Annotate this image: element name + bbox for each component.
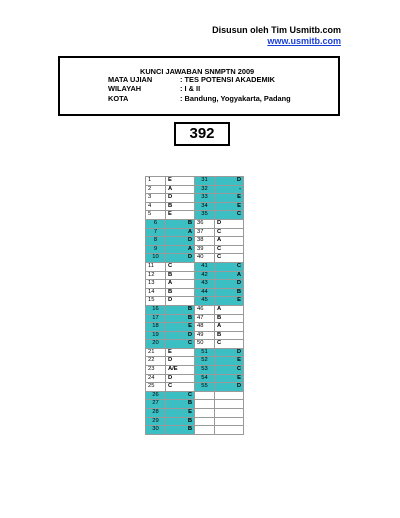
answer-cell: C [166, 340, 195, 349]
answer-cell: D [166, 194, 195, 203]
table-row [146, 237, 244, 246]
answer-cell: D [166, 357, 195, 366]
table-row [146, 340, 244, 349]
table-row [146, 219, 244, 228]
question-number: 12 [146, 271, 166, 280]
table-row [146, 254, 244, 263]
answer-cell [215, 409, 244, 418]
answer-cell: B [215, 314, 244, 323]
answer-cell: E [215, 202, 244, 211]
question-number: 20 [146, 340, 166, 349]
table-row [146, 297, 244, 306]
question-number: 4 [146, 202, 166, 211]
answer-cell: B [166, 271, 195, 280]
answer-cell: E [215, 374, 244, 383]
answer-cell: C [215, 254, 244, 263]
table-row [146, 202, 244, 211]
test-code-box: 392 [174, 122, 230, 146]
question-number: 7 [146, 228, 166, 237]
question-number: 49 [195, 331, 215, 340]
question-number [195, 400, 215, 409]
question-number: 55 [195, 383, 215, 392]
answer-cell: D [166, 237, 195, 246]
meta-row-subject [108, 75, 291, 84]
question-number: 16 [146, 305, 166, 314]
question-number: 46 [195, 305, 215, 314]
question-number: 44 [195, 288, 215, 297]
question-number: 41 [195, 262, 215, 271]
answer-cell: A [215, 237, 244, 246]
answer-cell: A [215, 271, 244, 280]
table-row [146, 383, 244, 392]
table-row [146, 400, 244, 409]
answer-cell: E [166, 177, 195, 186]
answer-cell: B [166, 288, 195, 297]
table-row [146, 194, 244, 203]
info-meta [108, 75, 291, 103]
answer-cell [215, 417, 244, 426]
answer-cell: A [166, 228, 195, 237]
question-number: 23 [146, 366, 166, 375]
question-number: 24 [146, 374, 166, 383]
question-number: 33 [195, 194, 215, 203]
question-number: 15 [146, 297, 166, 306]
meta-value: : TES POTENSI AKADEMIK [180, 75, 275, 84]
question-number: 43 [195, 280, 215, 289]
answer-cell: D [166, 254, 195, 263]
table-row [146, 271, 244, 280]
question-number: 1 [146, 177, 166, 186]
answer-cell: C [215, 245, 244, 254]
question-number: 35 [195, 211, 215, 220]
table-row [146, 280, 244, 289]
question-number: 52 [195, 357, 215, 366]
table-row [146, 391, 244, 400]
question-number: 13 [146, 280, 166, 289]
question-number: 39 [195, 245, 215, 254]
answer-cell: E [215, 297, 244, 306]
question-number: 51 [195, 348, 215, 357]
question-number: 22 [146, 357, 166, 366]
question-number: 19 [146, 331, 166, 340]
table-row [146, 314, 244, 323]
table-row [146, 185, 244, 194]
answer-cell: E [166, 348, 195, 357]
answer-cell: B [166, 426, 195, 435]
answer-cell: D [215, 177, 244, 186]
credit-text: Disusun oleh Tim Usmitb.com [212, 25, 341, 35]
question-number: 18 [146, 323, 166, 332]
question-number: 29 [146, 417, 166, 426]
question-number: 21 [146, 348, 166, 357]
answer-cell: D [215, 280, 244, 289]
table-row [146, 245, 244, 254]
question-number [195, 391, 215, 400]
table-row [146, 426, 244, 435]
answer-cell: A [166, 280, 195, 289]
answer-cell [215, 426, 244, 435]
question-number: 37 [195, 228, 215, 237]
question-number [195, 409, 215, 418]
question-number: 31 [195, 177, 215, 186]
answer-cell: A [215, 305, 244, 314]
question-number: 25 [146, 383, 166, 392]
question-number: 53 [195, 366, 215, 375]
question-number [195, 426, 215, 435]
question-number: 14 [146, 288, 166, 297]
question-number: 26 [146, 391, 166, 400]
answer-cell: D [215, 219, 244, 228]
table-row [146, 374, 244, 383]
table-row [146, 366, 244, 375]
meta-key: WILAYAH [108, 84, 142, 94]
question-number: 42 [195, 271, 215, 280]
answer-cell: D [166, 297, 195, 306]
table-row [146, 177, 244, 186]
answer-cell: E [166, 211, 195, 220]
question-number: 50 [195, 340, 215, 349]
answer-key-table [145, 176, 244, 435]
table-row [146, 417, 244, 426]
answer-cell: D [166, 374, 195, 383]
answer-cell: D [215, 383, 244, 392]
question-number: 34 [195, 202, 215, 211]
answer-cell: E [215, 357, 244, 366]
question-number: 6 [146, 219, 166, 228]
answer-cell [215, 400, 244, 409]
answer-cell: C [166, 383, 195, 392]
question-number: 10 [146, 254, 166, 263]
table-row [146, 211, 244, 220]
answer-cell: A/E [166, 366, 195, 375]
question-number: 32 [195, 185, 215, 194]
answer-cell: E [166, 409, 195, 418]
question-number: 9 [146, 245, 166, 254]
question-number: 8 [146, 237, 166, 246]
table-row [146, 409, 244, 418]
table-row [146, 305, 244, 314]
answer-cell: A [215, 323, 244, 332]
answer-cell: C [166, 391, 195, 400]
meta-row-city [108, 94, 291, 103]
answer-cell: B [166, 400, 195, 409]
question-number: 30 [146, 426, 166, 435]
answer-cell: C [166, 262, 195, 271]
answer-cell: B [166, 219, 195, 228]
question-number [195, 417, 215, 426]
meta-value: : Bandung, Yogyakarta, Padang [180, 93, 291, 103]
question-number: 2 [146, 185, 166, 194]
table-row [146, 228, 244, 237]
answer-cell: D [166, 331, 195, 340]
answer-cell: C [215, 366, 244, 375]
question-number: 47 [195, 314, 215, 323]
answer-cell: B [166, 417, 195, 426]
site-link[interactable]: www.usmitb.com [267, 36, 341, 46]
question-number: 54 [195, 374, 215, 383]
answer-cell: B [215, 331, 244, 340]
answer-cell: B [166, 305, 195, 314]
answer-cell: A [166, 185, 195, 194]
question-number: 27 [146, 400, 166, 409]
table-row [146, 348, 244, 357]
question-number: 45 [195, 297, 215, 306]
meta-row-region [108, 84, 291, 93]
table-row [146, 262, 244, 271]
meta-key: MATA UJIAN [108, 75, 153, 84]
question-number: 36 [195, 219, 215, 228]
answer-cell: B [166, 202, 195, 211]
answer-cell: E [215, 194, 244, 203]
question-number: 17 [146, 314, 166, 323]
table-row [146, 288, 244, 297]
question-number: 28 [146, 409, 166, 418]
question-number: 5 [146, 211, 166, 220]
answer-cell: A [166, 245, 195, 254]
info-title: KUNCI JAWABAN SNMPTN 2009 [140, 67, 255, 76]
question-number: 3 [146, 194, 166, 203]
answer-cell: B [166, 314, 195, 323]
answer-cell: C [215, 340, 244, 349]
question-number: 11 [146, 262, 166, 271]
question-number: 48 [195, 323, 215, 332]
meta-value: : I & II [180, 84, 201, 94]
table-row [146, 357, 244, 366]
answer-cell: C [215, 262, 244, 271]
answer-cell: D [215, 348, 244, 357]
table-row [146, 331, 244, 340]
answer-cell: C [215, 211, 244, 220]
answer-cell: E [166, 323, 195, 332]
table-row [146, 323, 244, 332]
answer-cell [215, 391, 244, 400]
answer-cell: B [215, 288, 244, 297]
answer-cell: - [215, 185, 244, 194]
meta-key: KOTA [108, 93, 129, 103]
answer-cell: C [215, 228, 244, 237]
question-number: 38 [195, 237, 215, 246]
question-number: 40 [195, 254, 215, 263]
